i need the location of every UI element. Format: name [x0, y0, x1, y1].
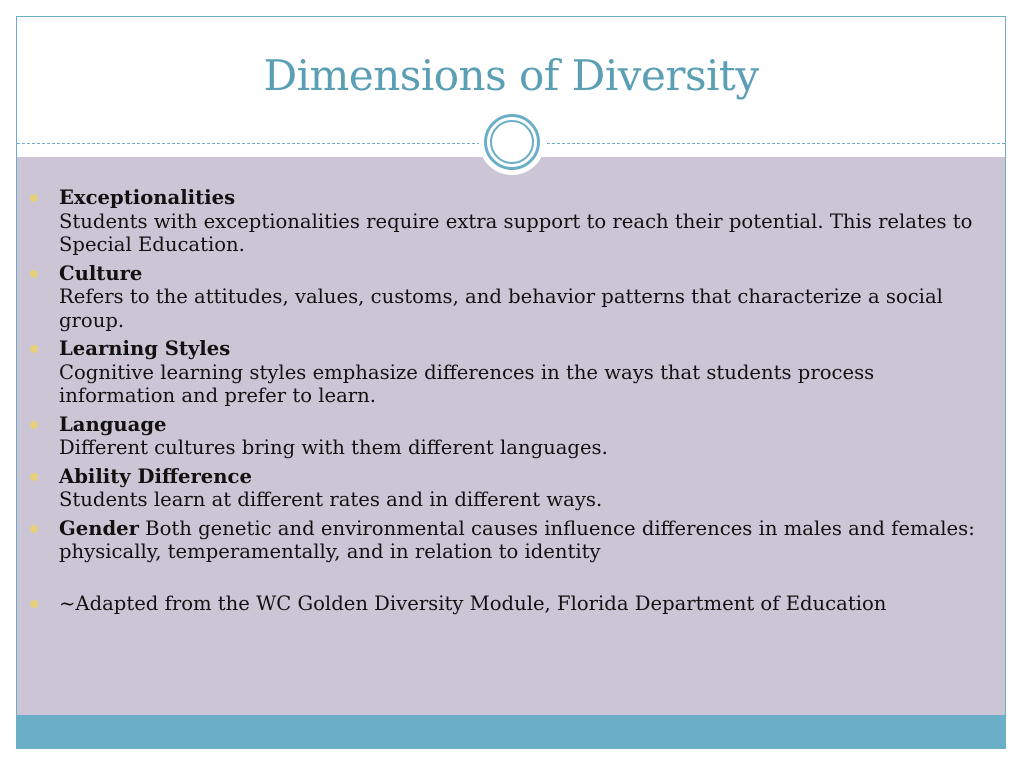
bullet-dot-icon: [30, 473, 38, 481]
bullet-dot-icon: [30, 525, 38, 533]
bullet-term: Ability Difference: [59, 464, 252, 488]
bullet-description: Students with exceptionalities require extra support to reach their potential. This relates to Special Education.: [59, 209, 973, 256]
bullet-description: Students learn at different rates and in different ways.: [59, 488, 603, 511]
bullet-term: Exceptionalities: [59, 186, 236, 209]
bullet-description: Refers to the attitudes, values, customs, and behavior patterns that characterize a social group.: [59, 285, 943, 332]
bullet-dot-icon: [30, 345, 38, 353]
slide-title: Dimensions of Diversity: [263, 51, 759, 100]
bullet-dot-icon: [30, 600, 38, 608]
bullet-term: Culture: [59, 261, 143, 285]
list-item-source-note: [30, 592, 975, 616]
bullet-dot-icon: [30, 270, 38, 278]
list-item-culture: [30, 262, 975, 333]
source-note: ~Adapted from the WC Golden Diversity Module, Florida Department of Education: [59, 591, 887, 615]
list-item-ability-difference: [30, 465, 975, 512]
bullet-term: Learning Styles: [59, 337, 231, 360]
list-item-exceptionalities: [30, 186, 975, 257]
circle-ornament-inner-ring: [490, 120, 534, 164]
list-item-language: [30, 413, 975, 460]
bullet-description: Both genetic and environmental causes influence differences in males and females: physically, temperamentally, and in relation to identity: [59, 516, 975, 563]
bullet-description: Different cultures bring with them different languages.: [59, 436, 608, 459]
bullet-term: Language: [59, 412, 167, 436]
bullet-description: Cognitive learning styles emphasize differences in the ways that students process information and prefer to learn.: [59, 360, 875, 407]
list-item-learning-styles: [30, 337, 975, 408]
list-item-gender: [30, 517, 975, 564]
bullet-list: [30, 186, 975, 620]
bullet-term: Gender: [59, 516, 139, 540]
footer-band: [17, 715, 1005, 748]
bullet-dot-icon: [30, 194, 38, 202]
bullet-dot-icon: [30, 421, 38, 429]
